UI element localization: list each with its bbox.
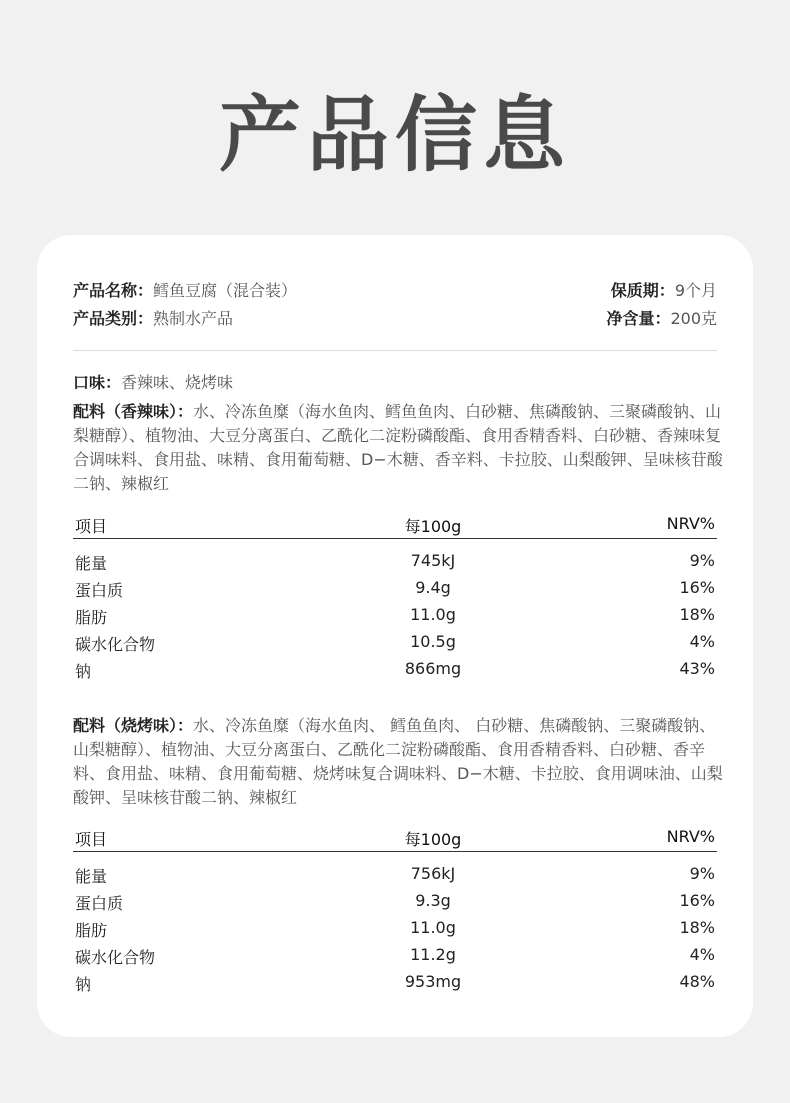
shelf-life-label: 保质期： <box>610 281 675 300</box>
nutrient-amount: 953mg <box>404 972 462 991</box>
nutrient-name: 脂肪 <box>75 608 108 627</box>
product-category-value: 熟制水产品 <box>153 309 234 328</box>
table-row <box>73 862 717 889</box>
nutrient-nrv: 4% <box>689 945 715 964</box>
nutrient-amount: 11.0g <box>410 605 456 624</box>
nutrient-name: 碳水化合物 <box>75 948 156 967</box>
table-row <box>73 630 717 657</box>
net-content-label: 净含量： <box>606 309 671 328</box>
nutrient-name: 蛋白质 <box>75 894 124 913</box>
col-nrv-header: NRV% <box>666 827 715 846</box>
col-item-header: 项目 <box>75 830 108 849</box>
product-name-label: 产品名称： <box>73 281 154 300</box>
table-row <box>73 549 717 576</box>
product-category-label: 产品类别： <box>73 309 154 328</box>
product-category <box>73 306 233 329</box>
bbq-nutrition-table <box>73 825 717 997</box>
nutrient-nrv: 4% <box>689 632 715 651</box>
section-divider <box>73 350 717 351</box>
table-row <box>73 916 717 943</box>
nutrient-name: 碳水化合物 <box>75 635 156 654</box>
table-row <box>73 603 717 630</box>
nutrient-nrv: 9% <box>689 864 715 883</box>
product-name <box>73 278 297 301</box>
table-row <box>73 576 717 603</box>
product-name-value: 鳕鱼豆腐（混合装） <box>153 281 298 300</box>
spicy-ingredients-text: 水、冷冻鱼糜（海水鱼肉、鳕鱼鱼肉、白砂糖、焦磷酸钠、三聚磷酸钠、山梨糖醇）、植物油、大豆分离蛋白、乙酰化二淀粉磷酸酯、食用香精香料、白砂糖、香辣味复合调味料、食用盐、味精、食用葡萄糖、D−木糖、香辛料、卡拉胶、山梨酸钾、呈味核苷酸二钠、辣椒红 <box>73 402 723 493</box>
col-nrv-header: NRV% <box>666 514 715 533</box>
shelf-life <box>611 278 717 301</box>
nutrient-name: 钠 <box>75 975 92 994</box>
nutrient-amount: 756kJ <box>410 864 456 883</box>
nutrient-amount: 745kJ <box>410 551 456 570</box>
net-content-value: 200克 <box>670 309 717 328</box>
flavor-line <box>73 371 723 395</box>
nutrient-nrv: 16% <box>679 578 715 597</box>
table-row <box>73 889 717 916</box>
table-header <box>73 512 717 539</box>
col-per100g-header: 每100g <box>404 830 462 849</box>
nutrient-nrv: 18% <box>679 605 715 624</box>
product-row-2 <box>73 306 717 332</box>
nutrient-nrv: 18% <box>679 918 715 937</box>
nutrient-amount: 11.2g <box>410 945 456 964</box>
bbq-ingredients-label: 配料（烧烤味）： <box>73 716 194 735</box>
table-row <box>73 657 717 684</box>
flavor-label: 口味： <box>73 373 122 392</box>
nutrient-amount: 9.3g <box>415 891 451 910</box>
flavor-value: 香辣味、烧烤味 <box>121 373 234 392</box>
nutrient-amount: 9.4g <box>415 578 451 597</box>
nutrient-name: 能量 <box>75 867 108 886</box>
product-info-card <box>37 235 753 1037</box>
nutrient-name: 能量 <box>75 554 108 573</box>
col-item-header: 项目 <box>75 517 108 536</box>
net-content <box>606 306 717 329</box>
shelf-life-value: 9个月 <box>674 281 717 300</box>
page-title: 产品信息 <box>218 88 571 183</box>
table-row <box>73 943 717 970</box>
nutrient-amount: 11.0g <box>410 918 456 937</box>
nutrient-nrv: 48% <box>679 972 715 991</box>
table-header <box>73 825 717 852</box>
nutrient-name: 脂肪 <box>75 921 108 940</box>
nutrient-amount: 10.5g <box>410 632 456 651</box>
table-row <box>73 970 717 997</box>
nutrient-amount: 866mg <box>404 659 462 678</box>
nutrient-name: 钠 <box>75 662 92 681</box>
bbq-ingredients-text: 水、冷冻鱼糜（海水鱼肉、 鳕鱼鱼肉、 白砂糖、焦磷酸钠、三聚磷酸钠、山梨糖醇）、植物油、大豆分离蛋白、乙酰化二淀粉磷酸酯、食用香精香料、白砂糖、香辛料、食用盐、味精、食用葡萄糖、烧烤味复合调味料、D−木糖、卡拉胶、食用调味油、山梨酸钾、呈味核苷酸二钠、辣椒红 <box>73 716 723 807</box>
col-per100g-header: 每100g <box>404 517 462 536</box>
bbq-ingredients <box>73 714 723 810</box>
product-row-1 <box>73 278 717 304</box>
spicy-ingredients <box>73 400 723 496</box>
spicy-nutrition-table <box>73 512 717 684</box>
nutrient-nrv: 16% <box>679 891 715 910</box>
nutrient-nrv: 43% <box>679 659 715 678</box>
nutrient-nrv: 9% <box>689 551 715 570</box>
spicy-ingredients-label: 配料（香辣味）： <box>73 402 194 421</box>
nutrient-name: 蛋白质 <box>75 581 124 600</box>
